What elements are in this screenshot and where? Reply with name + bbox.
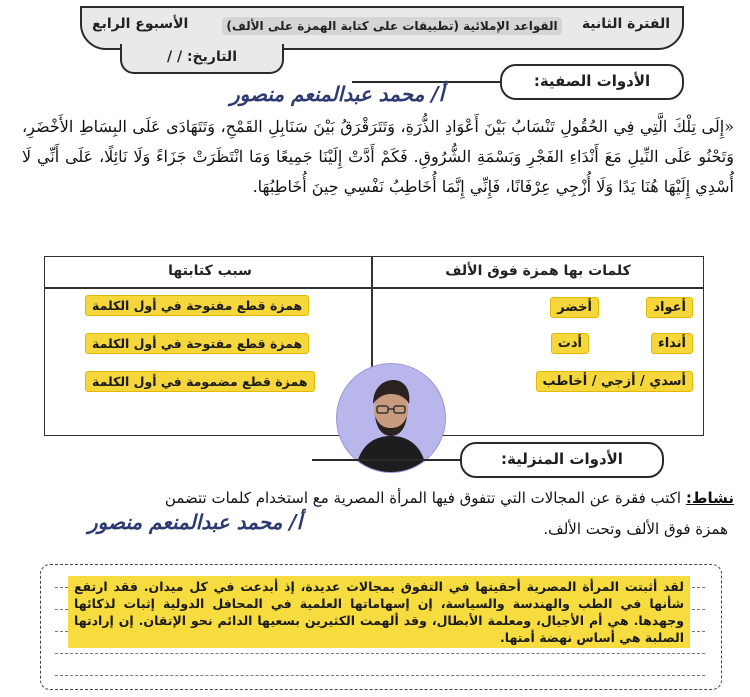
word-cell: أدت <box>551 333 589 354</box>
word-cell: أخضر <box>550 297 599 318</box>
reason-cell: همزة قطع مفتوحة في أول الكلمة <box>85 295 309 316</box>
writing-line <box>55 675 705 676</box>
answer-paragraph: لقد أثبتت المرأة المصرية أحقيتها في التفوق بمجالات عديدة، إذ أبدعت في كل ميدان. فقد ارتفع شأنها في الطب والهندسة والسياسة، إن إسهاماتها العلمية في المحافل الدولية إثبات لذكائها وجهدها. هي أم الأجيال، ومعلمة الأبطال، وقد ألهمت الكثيرين بسعيها الدائم نحو الإتقان. إن إرادتها الصلبة هي أساس نهضة أمتها. <box>68 576 690 648</box>
teacher-avatar <box>336 363 446 473</box>
home-tools-title: الأدوات المنزلية: <box>501 450 623 468</box>
date-field: التاريخ: / / <box>120 44 284 74</box>
teacher-signature: أ/ محمد عبدالمنعم منصور <box>88 510 303 534</box>
table-header-words: كلمات بها همزة فوق الألف <box>445 263 631 279</box>
word-cell: أعواد <box>646 297 693 318</box>
activity-text-continued: همزة فوق الألف وتحت الألف. <box>543 520 728 538</box>
reading-paragraph: «إِلَى تِلْكَ الَّتِي فِي الحُقُولِ تَنْسَابُ بَيْنَ أَعْوَادِ الذُّرَةِ، وَتَتَرَقْرَقُ بَيْنَ سَنَابِلِ القَمْحِ، وَتَتَهَادَى عَلَى البِسَاطِ الأَخْضَرِ، وَتَحْنُو عَلَى النِّيلِ مَعَ أَنْدَاءِ الفَجْرِ وَبَسْمَةِ الشُّرُوقِ. فَكَمْ أَدَّتْ إِلَيْنَا جَمِيعًا وَمَا انْتَظَرَتْ جَزَاءً وَلَا نَائِلًا، عَلَى أَنِّي لَا أُسْدِي إِلَيْهَا هُنَا يَدًا وَلَا أُزْجِي عِرْفَانًا، فَإِنِّي إِنَّمَا أُخَاطِبُ نَفْسِي حِينَ أُخَاطِبُهَا. <box>22 117 734 196</box>
person-icon <box>337 364 445 472</box>
period-label: الفترة الثانية <box>581 16 670 32</box>
table-header-reason: سبب كتابتها <box>168 263 252 279</box>
activity-text: اكتب فقرة عن المجالات التي تتفوق فيها المرأة المصرية مع استخدام كلمات تتضمن <box>164 489 682 507</box>
week-label: الأسبوع الرابع <box>92 16 189 32</box>
home-tools-heading <box>460 442 664 478</box>
activity-label: نشاط: <box>685 489 734 507</box>
teacher-signature: أ/ محمد عبدالمنعم منصور <box>230 82 445 106</box>
writing-line <box>55 653 705 654</box>
table-header-divider <box>45 287 703 289</box>
class-tools-heading <box>500 64 684 100</box>
lesson-topic: القواعد الإملائية (تطبيقات على كتابة الهمزة على الألف) <box>222 17 562 35</box>
word-cell: أنداء <box>651 333 693 354</box>
word-cell: أسدي / أزجي / أخاطب <box>536 371 693 392</box>
heading-rule <box>312 459 462 461</box>
reason-cell: همزة قطع مفتوحة في أول الكلمة <box>85 333 309 354</box>
reason-cell: همزة قطع مضمومة في أول الكلمة <box>85 371 315 392</box>
class-tools-title: الأدوات الصفية: <box>533 72 651 90</box>
